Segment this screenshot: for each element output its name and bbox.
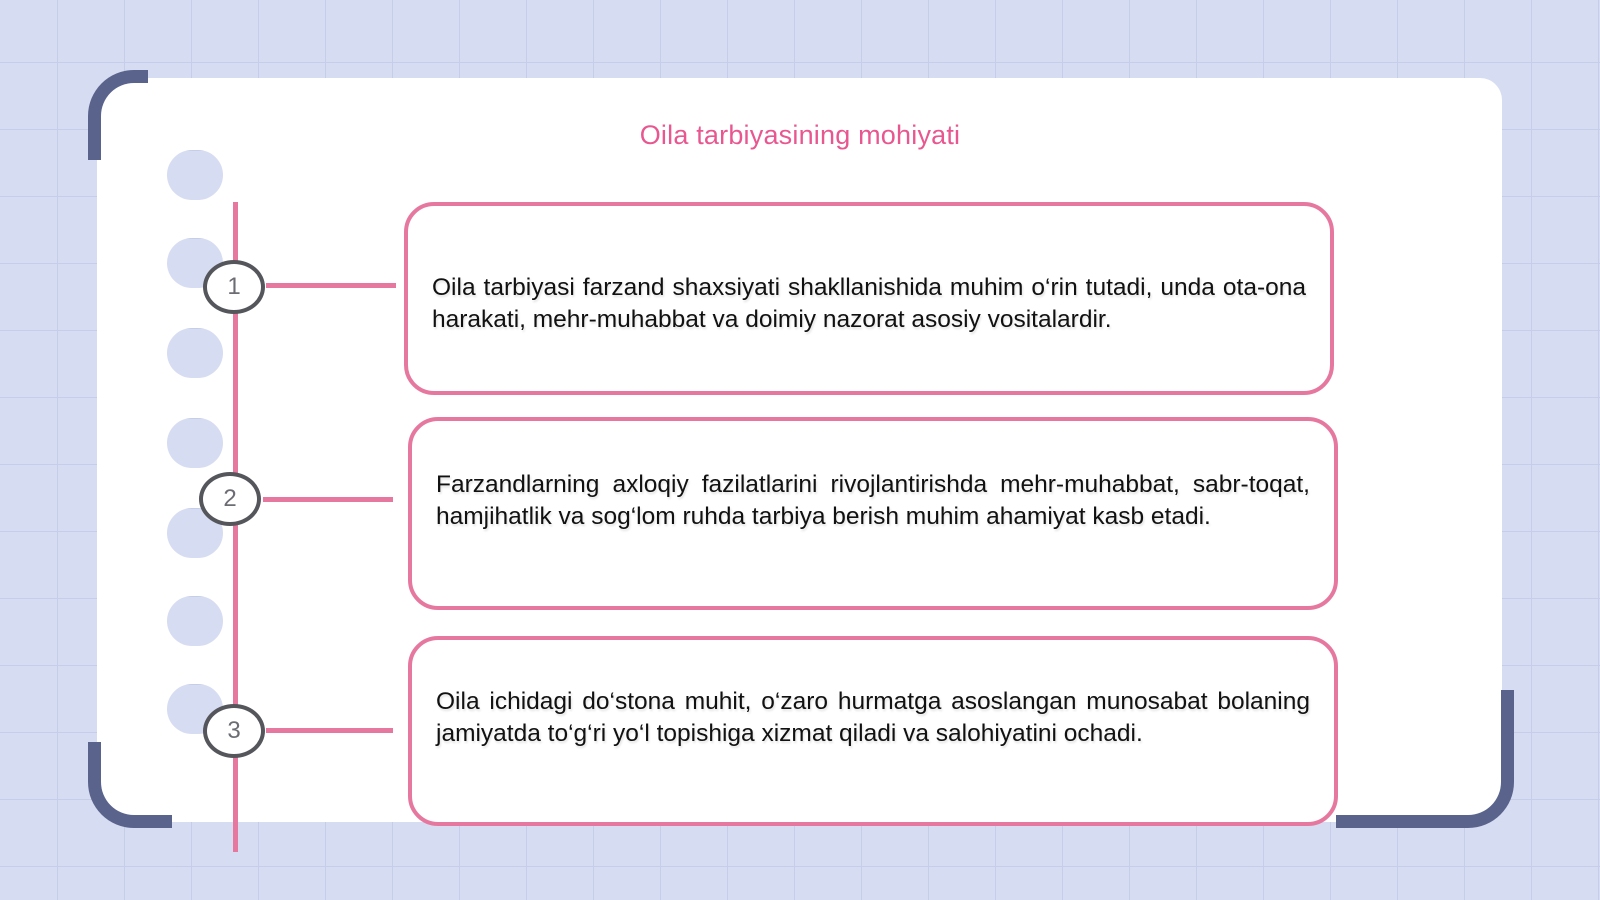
binder-hole xyxy=(167,418,223,468)
step-number-1: 1 xyxy=(203,260,265,314)
step-text-1: Oila tarbiyasi farzand shaxsiyati shakllanishida muhim o‘rin tutadi, unda ota-ona harakati, mehr-muhabbat va doimiy nazorat asosiy vositalardir. xyxy=(432,274,1306,333)
step-card-3 xyxy=(408,636,1338,826)
timeline-connector-2 xyxy=(263,497,393,502)
binder-hole xyxy=(167,328,223,378)
step-number-2: 2 xyxy=(199,472,261,526)
step-card-2 xyxy=(408,417,1338,610)
step-card-1 xyxy=(404,202,1334,395)
frame-corner-top-left xyxy=(88,70,148,160)
timeline-connector-1 xyxy=(266,283,396,288)
step-text-2: Farzandlarning axloqiy fazilatlarini rivojlantirishda mehr-muhabbat, sabr-toqat, hamjihatlik va sog‘lom ruhda tarbiya berish muhim ahamiyat kasb etadi. xyxy=(436,471,1310,530)
slide-title: Oila tarbiyasining mohiyati xyxy=(639,120,961,150)
binder-hole xyxy=(167,150,223,200)
frame-corner-bottom-left xyxy=(88,742,172,828)
step-number-3: 3 xyxy=(203,704,265,758)
binder-hole xyxy=(167,596,223,646)
step-text-3: Oila ichidagi do‘stona muhit, o‘zaro hurmatga asoslangan munosabat bolaning jamiyatda to‘g‘ri yo‘l topishiga xizmat qiladi va salohiyatini ochadi. xyxy=(436,688,1310,747)
timeline-connector-3 xyxy=(266,728,393,733)
frame-corner-bottom-right xyxy=(1336,690,1514,828)
